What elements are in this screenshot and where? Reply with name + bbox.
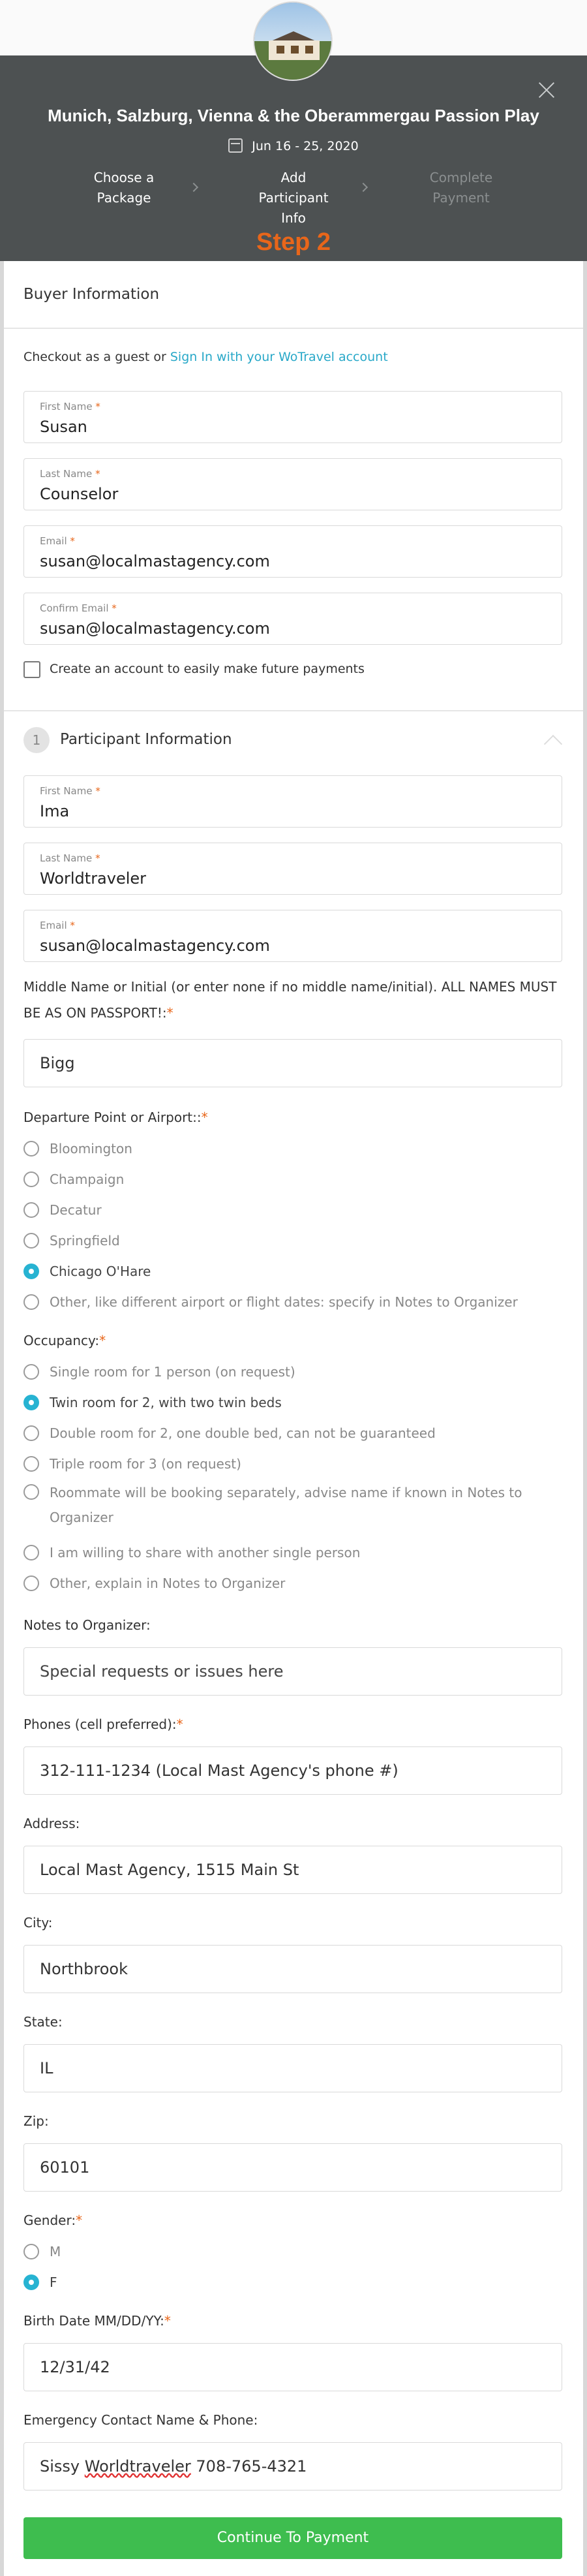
field-label [40, 852, 100, 864]
radio-label: Chicago O'Hare [50, 1264, 151, 1279]
radio-label: Other, like different airport or flight dates: specify in Notes to Organizer [50, 1294, 518, 1310]
radio-circle[interactable] [23, 1456, 39, 1472]
buyer-last-name-field[interactable] [23, 458, 562, 510]
participant-first-name-value: Ima [40, 802, 70, 820]
radio-label: M [50, 2244, 61, 2259]
section-divider [4, 328, 583, 329]
birth-date-label-text: Birth Date MM/DD/YY: [23, 2313, 164, 2329]
radio-label: I am willing to share with another single person [50, 1545, 361, 1560]
required-marker: * [164, 2313, 171, 2329]
zip-value: 60101 [40, 2158, 90, 2177]
emergency-contact-input[interactable] [23, 2442, 562, 2491]
participant-number-badge: 1 [23, 727, 50, 753]
trip-thumbnail-image [253, 1, 333, 81]
required-marker: * [95, 468, 100, 480]
buyer-confirm-email-field[interactable] [23, 593, 562, 645]
radio-circle[interactable] [23, 1202, 39, 1218]
radio-label: Springfield [50, 1233, 120, 1249]
city-input[interactable] [23, 1945, 562, 1993]
middle-name-label-text: Middle Name or Initial (or enter none if no middle name/initial). ALL NAMES MUST BE AS ON PASSPORT!: [23, 979, 557, 1021]
field-label [40, 602, 117, 614]
buyer-last-name-value: Counselor [40, 485, 119, 503]
first-name-label: First Name [40, 401, 93, 412]
create-account-checkbox[interactable] [23, 661, 40, 678]
middle-name-value: Bigg [40, 1054, 75, 1072]
notes-label: Notes to Organizer: [23, 1617, 151, 1633]
email-label: Email [40, 535, 67, 547]
address-value: Local Mast Agency, 1515 Main St [40, 1861, 299, 1879]
field-label [40, 401, 100, 412]
radio-circle[interactable] [23, 1425, 39, 1441]
address-input[interactable] [23, 1846, 562, 1894]
field-label [40, 920, 75, 931]
state-input[interactable] [23, 2044, 562, 2092]
participant-first-name-field[interactable] [23, 775, 562, 828]
state-value: IL [40, 2059, 53, 2077]
participant-email-field[interactable] [23, 910, 562, 962]
radio-circle[interactable] [23, 1172, 39, 1187]
section-divider [4, 710, 583, 711]
required-marker: * [166, 1005, 173, 1021]
emergency-contact-label: Emergency Contact Name & Phone: [23, 2412, 258, 2428]
phones-value: 312-111-1234 (Local Mast Agency's phone #) [40, 1761, 399, 1780]
radio-label: Other, explain in Notes to Organizer [50, 1575, 286, 1591]
step-add-participant-info [241, 168, 346, 228]
emergency-contact-name-first: Sissy [40, 2457, 85, 2475]
buyer-first-name-value: Susan [40, 418, 87, 436]
required-marker: * [95, 852, 100, 864]
state-label: State: [23, 2014, 63, 2030]
gender-label [23, 2207, 565, 2233]
sign-in-link[interactable]: Sign In with your WoTravel account [170, 350, 388, 364]
required-marker: * [201, 1110, 208, 1125]
radio-label: F [50, 2274, 57, 2290]
field-label [40, 468, 100, 480]
middle-name-label [23, 974, 565, 1026]
phones-input[interactable] [23, 1746, 562, 1795]
occupancy-label [23, 1327, 565, 1354]
birth-date-label [23, 2308, 565, 2334]
radio-circle-checked[interactable] [23, 1395, 39, 1410]
radio-circle[interactable] [23, 2244, 39, 2259]
email-label: Email [40, 920, 67, 931]
required-marker: * [95, 401, 100, 412]
departure-label-text: Departure Point or Airport:: [23, 1110, 202, 1125]
emergency-contact-value [40, 2457, 307, 2475]
city-label: City: [23, 1915, 53, 1931]
step-1-line-2: Package [97, 190, 151, 206]
chevron-right-icon [359, 183, 368, 192]
trip-dates-text: Jun 16 - 25, 2020 [252, 139, 359, 153]
radio-circle[interactable] [23, 1364, 39, 1380]
guest-checkout-prefix: Checkout as a guest or [23, 350, 170, 364]
address-label: Address: [23, 1816, 80, 1831]
birth-date-input[interactable] [23, 2343, 562, 2391]
occupancy-label-text: Occupancy: [23, 1333, 100, 1348]
step-choose-package [72, 168, 176, 208]
step-2-line-1: Add [280, 170, 307, 185]
continue-to-payment-button[interactable]: Continue To Payment [23, 2517, 562, 2559]
current-step-label: Step 2 [256, 228, 331, 256]
zip-label: Zip: [23, 2113, 49, 2129]
trip-title: Munich, Salzburg, Vienna & the Oberammergau Passion Play [48, 106, 539, 125]
create-account-label: Create an account to easily make future payments [50, 662, 365, 676]
required-marker: * [70, 920, 75, 931]
last-name-label: Last Name [40, 468, 93, 480]
phones-label-text: Phones (cell preferred): [23, 1716, 177, 1732]
radio-label: Single room for 1 person (on request) [50, 1364, 295, 1380]
field-label [40, 785, 100, 797]
radio-circle[interactable] [23, 1294, 39, 1310]
step-complete-payment [409, 168, 513, 208]
radio-circle-checked[interactable] [23, 2274, 39, 2290]
radio-circle[interactable] [23, 1484, 39, 1500]
radio-label: Decatur [50, 1202, 102, 1218]
participant-information-heading: Participant Information [60, 731, 232, 748]
required-marker: * [176, 1716, 183, 1732]
radio-label: Double room for 2, one double bed, can not be guaranteed [50, 1425, 436, 1441]
emergency-contact-name-last: Worldtraveler [84, 2457, 191, 2475]
calendar-icon [228, 138, 243, 153]
buyer-email-value: susan@localmastagency.com [40, 552, 270, 570]
city-value: Northbrook [40, 1960, 128, 1978]
radio-label: Bloomington [50, 1141, 132, 1156]
participant-last-name-value: Worldtraveler [40, 869, 147, 888]
notes-placeholder: Special requests or issues here [40, 1662, 284, 1681]
last-name-label: Last Name [40, 852, 93, 864]
first-name-label: First Name [40, 785, 93, 797]
participant-last-name-field[interactable] [23, 843, 562, 895]
radio-circle[interactable] [23, 1141, 39, 1156]
buyer-email-field[interactable] [23, 525, 562, 578]
radio-label: Twin room for 2, with two twin beds [50, 1395, 282, 1410]
required-marker: * [76, 2212, 83, 2228]
chevron-up-icon[interactable] [544, 735, 562, 753]
zip-input[interactable] [23, 2143, 562, 2192]
required-marker: * [95, 785, 100, 797]
required-marker: * [70, 535, 75, 547]
step-3-line-2: Payment [432, 190, 490, 206]
trip-dates [0, 138, 587, 153]
radio-circle[interactable] [23, 1233, 39, 1249]
birth-date-value: 12/31/42 [40, 2358, 110, 2376]
guest-checkout-text [23, 350, 388, 364]
required-marker: * [99, 1333, 106, 1348]
buyer-first-name-field[interactable] [23, 391, 562, 443]
radio-label: Roommate will be booking separately, advise name if known in Notes to Organizer [50, 1485, 522, 1525]
step-2-line-2: Participant [258, 190, 329, 206]
radio-circle[interactable] [23, 1575, 39, 1591]
gender-label-text: Gender: [23, 2212, 76, 2228]
radio-label: Champaign [50, 1172, 125, 1187]
emergency-contact-phone: 708-765-4321 [190, 2457, 307, 2475]
step-2-line-3: Info [281, 210, 306, 226]
phones-label [23, 1711, 565, 1737]
checkout-form-card [4, 261, 583, 2576]
checkout-header [0, 0, 587, 261]
field-label [40, 535, 75, 547]
radio-label: Triple room for 3 (on request) [50, 1456, 241, 1472]
buyer-confirm-email-value: susan@localmastagency.com [40, 619, 270, 638]
participant-email-value: susan@localmastagency.com [40, 937, 270, 955]
radio-circle[interactable] [23, 1545, 39, 1560]
buyer-information-heading: Buyer Information [23, 286, 160, 303]
close-icon[interactable] [536, 80, 557, 101]
notes-input[interactable] [23, 1647, 562, 1696]
chevron-right-icon [189, 183, 198, 192]
step-1-line-1: Choose a [93, 170, 155, 185]
radio-circle-checked[interactable] [23, 1264, 39, 1279]
confirm-email-label: Confirm Email [40, 602, 109, 614]
required-marker: * [112, 602, 117, 614]
middle-name-input[interactable] [23, 1039, 562, 1087]
step-3-line-1: Complete [429, 170, 493, 185]
departure-label [23, 1104, 565, 1130]
